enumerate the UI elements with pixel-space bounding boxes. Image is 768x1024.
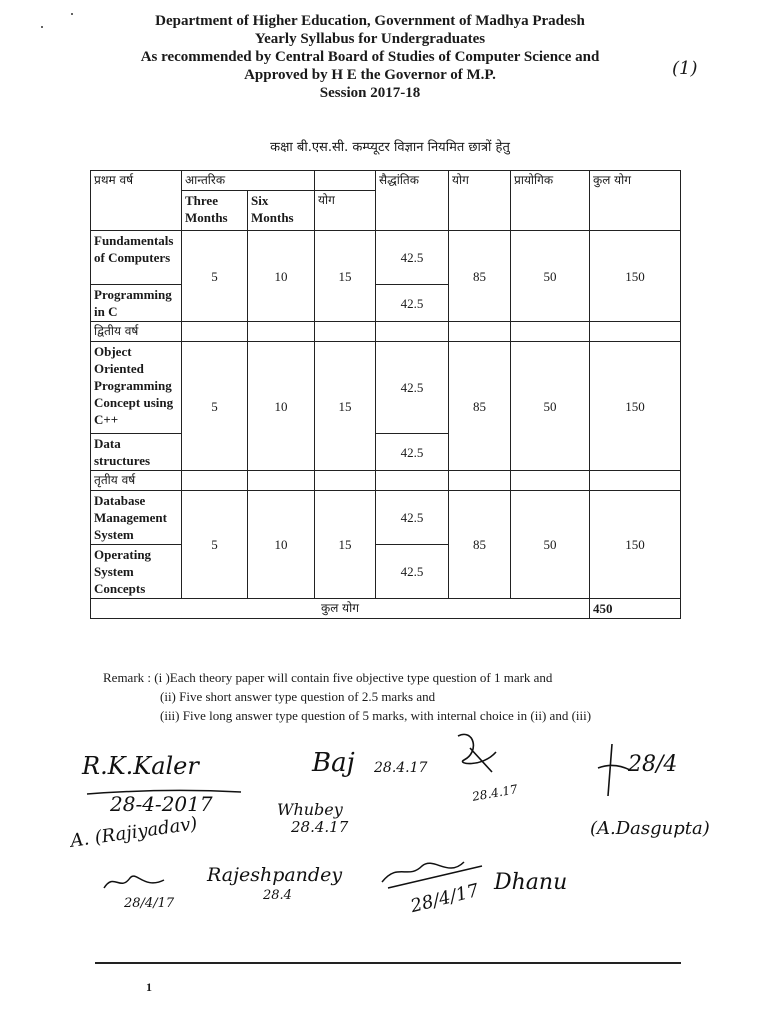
signature-name: A. (Rajiyadav) [69,813,199,852]
year-label: तृतीय वर्ष [91,471,182,491]
six-months-cell: 10 [248,231,315,322]
signature-name: Whubey [277,800,343,819]
three-months-cell: 5 [182,231,248,322]
header-department: Department of Higher Education, Government of Madhya Pradesh [155,13,585,29]
theory-cell: 42.5 [376,285,449,322]
signature-mark [452,728,502,780]
remark-line-3: (iii) Five long answer type question of 5 marks, with internal choice in (ii) and (iii) [160,708,592,723]
signature-date: 28/4 [628,752,678,777]
subject-cell: Data structures [91,434,182,471]
subject-cell: Operating System Concepts [91,545,182,599]
signature-date: 28-4-2017 [110,792,213,816]
document-header [130,12,610,102]
footer-total-label: कुल योग [91,599,590,619]
signature-name: (A.Dasgupta) [590,818,710,839]
signature-date: 28.4.17 [291,818,349,836]
header-board: As recommended by Central Board of Studies of Computer Science and [140,49,600,65]
signature-date: 28/4/17 [124,896,175,911]
remark-block [103,668,591,725]
signature-name: R.K.Kaler [82,752,199,780]
signature-name: Baj [312,748,355,778]
theory-total-cell: 85 [449,231,511,322]
signature-date: 28.4.17 [471,782,519,804]
signature-mark [100,868,170,896]
header-internal-total-top [315,171,376,191]
signature-date: 28.4.17 [374,760,428,776]
footer-grand-total: 450 [590,599,681,619]
signature-date: 28/4/17 [408,879,481,918]
header-internal-total: योग [315,191,376,231]
theory-cell: 42.5 [376,491,449,545]
theory-cell: 42.5 [376,545,449,599]
header-grand-total: कुल योग [590,171,681,231]
three-months-cell: 5 [182,491,248,599]
six-months-cell: 10 [248,342,315,471]
theory-cell: 42.5 [376,434,449,471]
internal-total-cell: 15 [315,342,376,471]
internal-total-cell: 15 [315,231,376,322]
header-six-months: Six Months [248,191,315,231]
internal-total-cell: 15 [315,491,376,599]
header-session: Session 2017-18 [319,85,421,101]
page-mark: (1) [672,58,698,79]
subject-cell: Database Management System [91,491,182,545]
subject-cell: Object Oriented Programming Concept using C++ [91,342,182,434]
header-first-year: प्रथम वर्ष [91,171,182,231]
signature-name: Dhanu [494,870,568,895]
header-three-months: Three Months [182,191,248,231]
speck [41,26,43,28]
theory-cell: 42.5 [376,231,449,285]
subject-cell: Programming in C [91,285,182,322]
marks-table [90,170,681,619]
speck [71,13,73,15]
header-syllabus: Yearly Syllabus for Undergraduates [254,31,486,47]
practical-cell: 50 [511,342,590,471]
practical-cell: 50 [511,491,590,599]
remark-line-1: Remark : (i )Each theory paper will contain five objective type question of 1 mark and [103,670,553,685]
six-months-cell: 10 [248,491,315,599]
subject-cell: Fundamentals of Computers [91,231,182,285]
header-theory-total: योग [449,171,511,231]
grand-total-cell: 150 [590,231,681,322]
theory-cell: 42.5 [376,342,449,434]
theory-total-cell: 85 [449,342,511,471]
grand-total-cell: 150 [590,342,681,471]
grand-total-cell: 150 [590,491,681,599]
three-months-cell: 5 [182,342,248,471]
theory-total-cell: 85 [449,491,511,599]
signature-name: Rajeshpandey [207,864,343,886]
page-number: 1 [146,980,152,994]
class-title: कक्षा बी.एस.सी. कम्प्यूटर विज्ञान नियमित छात्रों हेतु [270,140,510,155]
header-approval: Approved by H E the Governor of M.P. [244,67,496,83]
header-practical: प्रायोगिक [511,171,590,231]
remark-line-2: (ii) Five short answer type question of 2.5 marks and [160,689,436,704]
year-label: द्वितीय वर्ष [91,322,182,342]
footer-rule [95,962,681,964]
header-theory: सैद्धांतिक [376,171,449,231]
header-internal: आन्तरिक [182,171,315,191]
practical-cell: 50 [511,231,590,322]
signature-date: 28.4 [263,888,292,903]
